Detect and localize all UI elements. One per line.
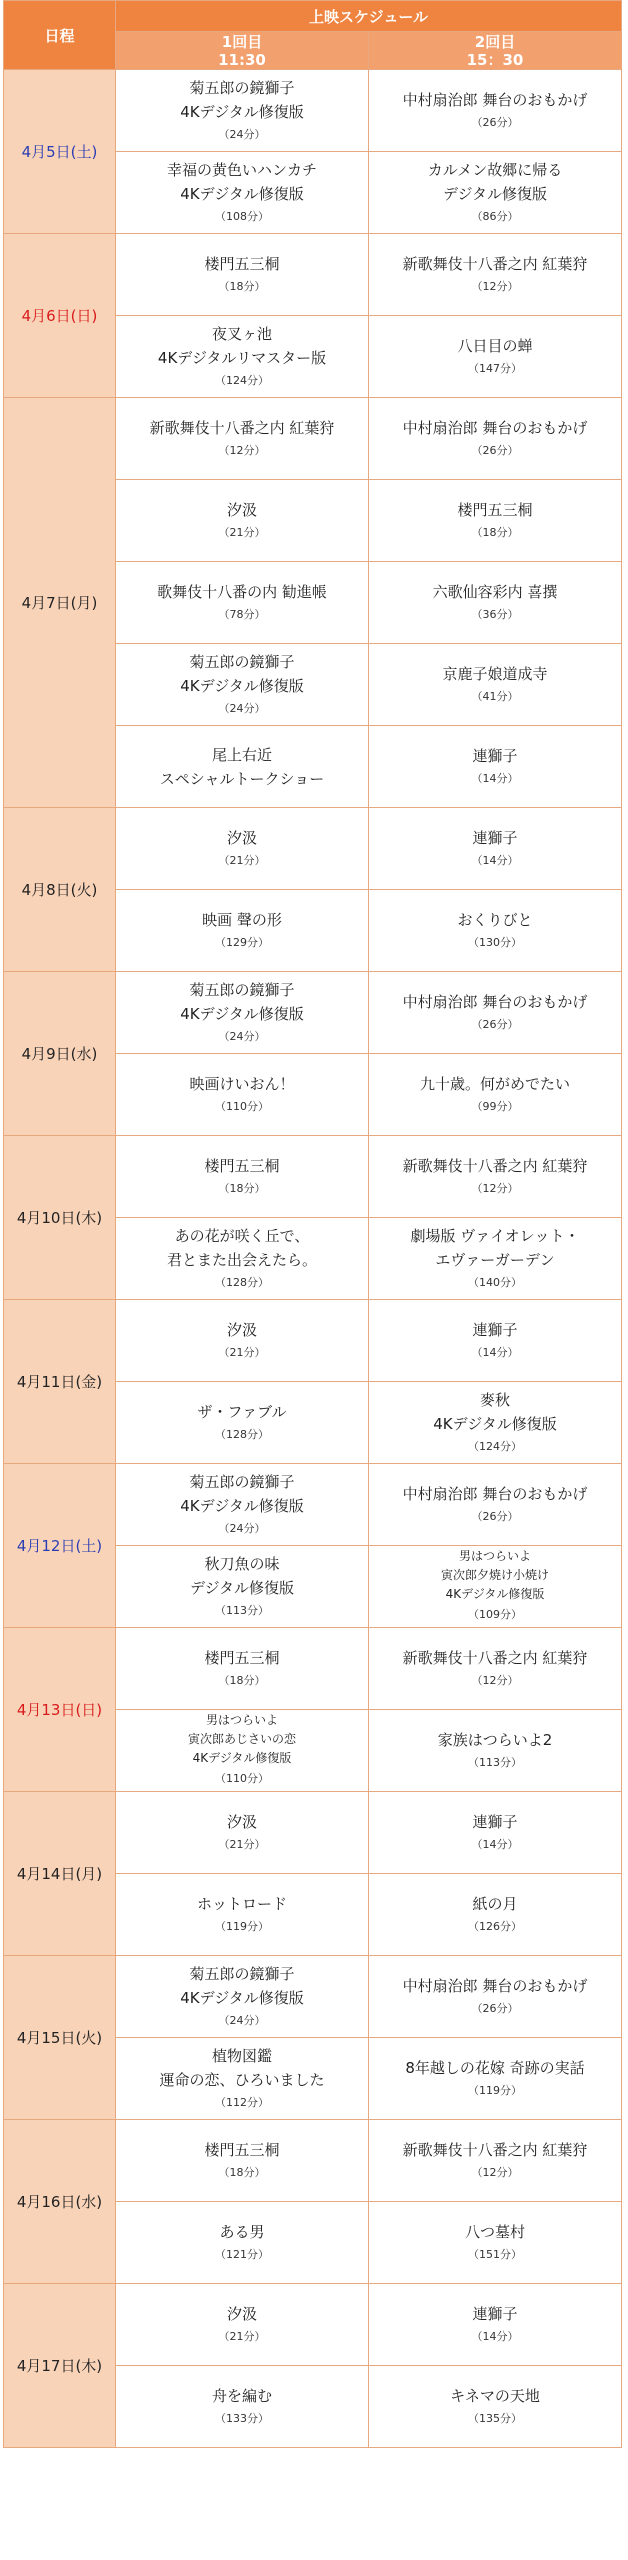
film-duration: （12分） [471, 2165, 519, 2179]
schedule-row [4, 1956, 622, 2038]
film-cell-slot2 [369, 1710, 622, 1792]
film-title: 男はつらいよ [205, 1713, 278, 1727]
film-title: 菊五郎の鏡獅子 [189, 980, 295, 999]
film-title: 八日目の蝉 [457, 336, 533, 355]
film-cell-slot1 [116, 1956, 369, 2038]
film-duration: （108分） [215, 209, 269, 223]
film-duration: （113分） [215, 1603, 269, 1617]
film-cell-slot1 [116, 808, 369, 890]
film-duration: （14分） [471, 1345, 519, 1359]
film-title: 歌舞伎十八番の内 勧進帳 [157, 582, 327, 601]
film-duration: （124分） [468, 1439, 522, 1453]
date-cell: 4月14日(月) [4, 1792, 116, 1956]
film-title: 新歌舞伎十八番之内 紅葉狩 [402, 1648, 588, 1667]
date-cell: 4月11日(金) [4, 1300, 116, 1464]
film-title: 4Kデジタル修復版 [180, 676, 304, 695]
film-title: 8年越しの花嫁 奇跡の実話 [405, 2058, 585, 2077]
film-cell-slot1 [116, 1546, 369, 1628]
film-cell-slot2 [369, 808, 622, 890]
film-cell-slot2 [369, 1218, 622, 1300]
schedule-row [4, 972, 622, 1054]
film-duration: （133分） [215, 2411, 269, 2425]
film-duration: （147分） [468, 361, 522, 375]
film-cell-slot2 [369, 2202, 622, 2284]
schedule-row [4, 1792, 622, 1874]
film-title: 植物図鑑 [211, 2046, 272, 2065]
film-cell-slot1 [116, 316, 369, 398]
film-title: 4Kデジタル修復版 [180, 1496, 304, 1515]
slot1-header [116, 32, 369, 70]
date-cell: 4月15日(火) [4, 1956, 116, 2120]
film-title: 汐汲 [226, 1812, 257, 1831]
schedule-row [4, 398, 622, 480]
film-cell-slot1 [116, 1218, 369, 1300]
film-cell-slot2 [369, 398, 622, 480]
film-cell-slot2 [369, 1792, 622, 1874]
film-title: 紙の月 [472, 1894, 518, 1913]
date-cell: 4月5日(土) [4, 70, 116, 234]
film-cell-slot1 [116, 1054, 369, 1136]
film-duration: （151分） [468, 2247, 522, 2261]
film-duration: （109分） [468, 1608, 522, 1621]
film-cell-slot1 [116, 1710, 369, 1792]
film-cell-slot1 [116, 562, 369, 644]
film-cell-slot2 [369, 2038, 622, 2120]
schedule-body [4, 70, 622, 2448]
film-title: 楼門五三桐 [204, 2140, 280, 2159]
date-cell: 4月16日(水) [4, 2120, 116, 2284]
schedule-row [4, 2284, 622, 2366]
film-title: 4Kデジタル修復版 [180, 1004, 304, 1023]
film-cell-slot2 [369, 1464, 622, 1546]
film-title: 連獅子 [472, 828, 518, 847]
film-cell-slot1 [116, 726, 369, 808]
film-title: 寅次郎夕焼け小焼け [441, 1568, 550, 1582]
film-duration: （12分） [471, 1673, 519, 1687]
film-cell-slot2 [369, 70, 622, 152]
film-title: 映画けいおん！ [189, 1074, 295, 1093]
film-title: 菊五郎の鏡獅子 [189, 652, 295, 671]
film-title: 楼門五三桐 [204, 1648, 280, 1667]
film-cell-slot1 [116, 2366, 369, 2448]
film-duration: （18分） [218, 1181, 266, 1195]
film-title: 連獅子 [472, 2304, 518, 2323]
date-cell: 4月9日(水) [4, 972, 116, 1136]
schedule-row [4, 2120, 622, 2202]
film-title: 連獅子 [472, 746, 518, 765]
film-cell-slot1 [116, 152, 369, 234]
film-duration: （18分） [471, 525, 519, 539]
film-title: ある男 [219, 2222, 265, 2241]
film-cell-slot2 [369, 2366, 622, 2448]
film-title: 楼門五三桐 [457, 500, 533, 519]
film-duration: （12分） [218, 443, 266, 457]
film-cell-slot1 [116, 2202, 369, 2284]
film-duration: （21分） [218, 1345, 266, 1359]
film-duration: （21分） [218, 1837, 266, 1851]
film-title: 新歌舞伎十八番之内 紅葉狩 [402, 254, 588, 273]
film-title: 汐汲 [226, 500, 257, 519]
film-title: カルメン故郷に帰る [427, 160, 563, 179]
film-cell-slot2 [369, 1300, 622, 1382]
film-title: 4Kデジタルリマスター版 [157, 348, 327, 367]
slot1-label: 1回目 [221, 32, 263, 51]
film-title: 運命の恋、ひろいました [159, 2070, 325, 2089]
film-title: 中村扇治郎 舞台のおもかげ [402, 90, 588, 109]
film-duration: （14分） [471, 2329, 519, 2343]
film-title: 4Kデジタル修復版 [433, 1414, 557, 1433]
film-cell-slot2 [369, 234, 622, 316]
film-duration: （124分） [215, 373, 269, 387]
film-duration: （21分） [218, 2329, 266, 2343]
schedule-header: 上映スケジュール [116, 1, 622, 32]
film-title: 家族はつらいよ2 [437, 1730, 553, 1749]
film-cell-slot1 [116, 1382, 369, 1464]
film-title: ザ・ファブル [197, 1402, 287, 1421]
film-duration: （18分） [218, 1673, 266, 1687]
film-duration: （119分） [215, 1919, 269, 1933]
film-cell-slot1 [116, 972, 369, 1054]
schedule-row [4, 234, 622, 316]
film-cell-slot2 [369, 562, 622, 644]
film-cell-slot1 [116, 480, 369, 562]
date-cell: 4月10日(木) [4, 1136, 116, 1300]
film-cell-slot1 [116, 1628, 369, 1710]
film-duration: （24分） [218, 127, 266, 141]
film-cell-slot1 [116, 2284, 369, 2366]
schedule-table [3, 0, 622, 2448]
film-duration: （24分） [218, 1521, 266, 1535]
film-duration: （110分） [215, 1772, 269, 1785]
film-duration: （24分） [218, 1029, 266, 1043]
film-title: 汐汲 [226, 828, 257, 847]
film-duration: （126分） [468, 1919, 522, 1933]
film-cell-slot2 [369, 1546, 622, 1628]
film-title: 君とまた出会えたら。 [166, 1250, 317, 1269]
film-duration: （26分） [471, 443, 519, 457]
film-duration: （129分） [215, 935, 269, 949]
film-cell-slot2 [369, 1054, 622, 1136]
film-title: 汐汲 [226, 1320, 257, 1339]
film-title: 京鹿子娘道成寺 [442, 664, 548, 683]
film-duration: （24分） [218, 701, 266, 715]
film-duration: （24分） [218, 2013, 266, 2027]
film-title: 楼門五三桐 [204, 1156, 280, 1175]
film-title: 中村扇治郎 舞台のおもかげ [402, 992, 588, 1011]
film-duration: （14分） [471, 853, 519, 867]
film-cell-slot1 [116, 398, 369, 480]
schedule-row [4, 70, 622, 152]
film-duration: （128分） [215, 1427, 269, 1441]
film-duration: （78分） [218, 607, 266, 621]
film-cell-slot2 [369, 480, 622, 562]
film-title: 新歌舞伎十八番之内 紅葉狩 [402, 1156, 588, 1175]
film-cell-slot1 [116, 234, 369, 316]
film-duration: （128分） [215, 1275, 269, 1289]
film-title: 映画 聲の形 [202, 910, 282, 929]
date-cell: 4月12日(土) [4, 1464, 116, 1628]
film-title: 菊五郎の鏡獅子 [189, 1472, 295, 1491]
film-title: キネマの天地 [450, 2386, 540, 2405]
film-title: 幸福の黄色いハンカチ [166, 160, 317, 179]
film-title: 尾上右近 [211, 745, 272, 764]
film-duration: （130分） [468, 935, 522, 949]
date-cell: 4月17日(木) [4, 2284, 116, 2448]
film-title: 九十歳。何がめでたい [420, 1074, 571, 1093]
film-duration: （121分） [215, 2247, 269, 2261]
film-duration: （18分） [218, 279, 266, 293]
film-duration: （14分） [471, 1837, 519, 1851]
film-title: 連獅子 [472, 1320, 518, 1339]
film-duration: （26分） [471, 2001, 519, 2015]
film-title: 六歌仙容彩内 喜撰 [432, 582, 558, 601]
film-title: 楼門五三桐 [204, 254, 280, 273]
film-title: ホットロード [196, 1894, 287, 1913]
film-title: デジタル修復版 [189, 1578, 295, 1597]
film-title: あの花が咲く丘で、 [174, 1226, 310, 1245]
film-duration: （21分） [218, 853, 266, 867]
film-duration: （110分） [215, 1099, 269, 1113]
film-title: 4Kデジタル修復版 [180, 102, 304, 121]
film-duration: （99分） [471, 1099, 519, 1113]
film-cell-slot1 [116, 1300, 369, 1382]
film-title: おくりびと [457, 910, 533, 929]
film-title: 劇場版 ヴァイオレット・ [410, 1226, 580, 1245]
film-duration: （12分） [471, 1181, 519, 1195]
film-cell-slot1 [116, 644, 369, 726]
film-cell-slot2 [369, 1628, 622, 1710]
film-title: 中村扇治郎 舞台のおもかげ [402, 418, 588, 437]
film-title: 寅次郎あじさいの恋 [187, 1732, 296, 1746]
film-title: 舟を編む [211, 2386, 272, 2405]
date-cell: 4月7日(月) [4, 398, 116, 808]
film-duration: （26分） [471, 1017, 519, 1031]
film-title: 4Kデジタル修復版 [192, 1751, 292, 1765]
date-cell: 4月6日(日) [4, 234, 116, 398]
film-cell-slot2 [369, 2284, 622, 2366]
film-duration: （41分） [471, 689, 519, 703]
film-duration: （26分） [471, 1509, 519, 1523]
film-title: 連獅子 [472, 1812, 518, 1831]
film-cell-slot1 [116, 1136, 369, 1218]
film-duration: （18分） [218, 2165, 266, 2179]
film-duration: （119分） [468, 2083, 522, 2097]
film-duration: （86分） [471, 209, 519, 223]
film-duration: （14分） [471, 771, 519, 785]
film-cell-slot2 [369, 1136, 622, 1218]
film-cell-slot2 [369, 644, 622, 726]
film-title: 秋刀魚の味 [204, 1554, 280, 1573]
film-title: 男はつらいよ [459, 1549, 532, 1563]
slot2-label: 2回目 [474, 32, 516, 51]
film-title: 麥秋 [480, 1390, 511, 1409]
film-title: 中村扇治郎 舞台のおもかげ [402, 1976, 588, 1995]
film-title: 4Kデジタル修復版 [180, 1988, 304, 2007]
film-duration: （12分） [471, 279, 519, 293]
film-cell-slot2 [369, 1874, 622, 1956]
film-duration: （113分） [468, 1755, 522, 1769]
date-cell: 4月13日(日) [4, 1628, 116, 1792]
schedule-row [4, 1300, 622, 1382]
slot1-time: 11:30 [218, 50, 266, 69]
film-cell-slot1 [116, 1792, 369, 1874]
slot2-header [369, 32, 622, 70]
film-duration: （140分） [468, 1275, 522, 1289]
film-duration: （21分） [218, 525, 266, 539]
film-title: 夜叉ヶ池 [211, 324, 272, 343]
film-cell-slot1 [116, 1874, 369, 1956]
film-duration: （26分） [471, 115, 519, 129]
date-cell: 4月8日(火) [4, 808, 116, 972]
schedule-row [4, 1136, 622, 1218]
film-title: 菊五郎の鏡獅子 [189, 78, 295, 97]
schedule-row [4, 808, 622, 890]
film-title: 中村扇治郎 舞台のおもかげ [402, 1484, 588, 1503]
film-duration: （112分） [215, 2095, 269, 2109]
slot2-time: 15：30 [466, 50, 524, 69]
film-cell-slot2 [369, 890, 622, 972]
film-cell-slot1 [116, 70, 369, 152]
film-title: スペシャルトークショー [159, 769, 325, 788]
film-cell-slot1 [116, 2038, 369, 2120]
film-title: 新歌舞伎十八番之内 紅葉狩 [402, 2140, 588, 2159]
film-title: 4Kデジタル修復版 [445, 1587, 545, 1601]
film-cell-slot1 [116, 1464, 369, 1546]
film-cell-slot1 [116, 890, 369, 972]
film-title: 八つ墓村 [465, 2222, 526, 2241]
film-title: 汐汲 [226, 2304, 257, 2323]
film-cell-slot2 [369, 152, 622, 234]
film-title: 4Kデジタル修復版 [180, 184, 304, 203]
schedule-row [4, 1464, 622, 1546]
film-title: 菊五郎の鏡獅子 [189, 1964, 295, 1983]
film-title: デジタル修復版 [442, 184, 548, 203]
film-cell-slot2 [369, 972, 622, 1054]
film-cell-slot2 [369, 316, 622, 398]
date-column-header: 日程 [4, 1, 116, 70]
film-title: 新歌舞伎十八番之内 紅葉狩 [149, 418, 335, 437]
film-cell-slot2 [369, 1956, 622, 2038]
film-cell-slot2 [369, 2120, 622, 2202]
film-duration: （36分） [471, 607, 519, 621]
film-title: エヴァーガーデン [435, 1250, 555, 1269]
schedule-row [4, 1628, 622, 1710]
film-cell-slot2 [369, 726, 622, 808]
film-duration: （135分） [468, 2411, 522, 2425]
film-cell-slot1 [116, 2120, 369, 2202]
film-cell-slot2 [369, 1382, 622, 1464]
